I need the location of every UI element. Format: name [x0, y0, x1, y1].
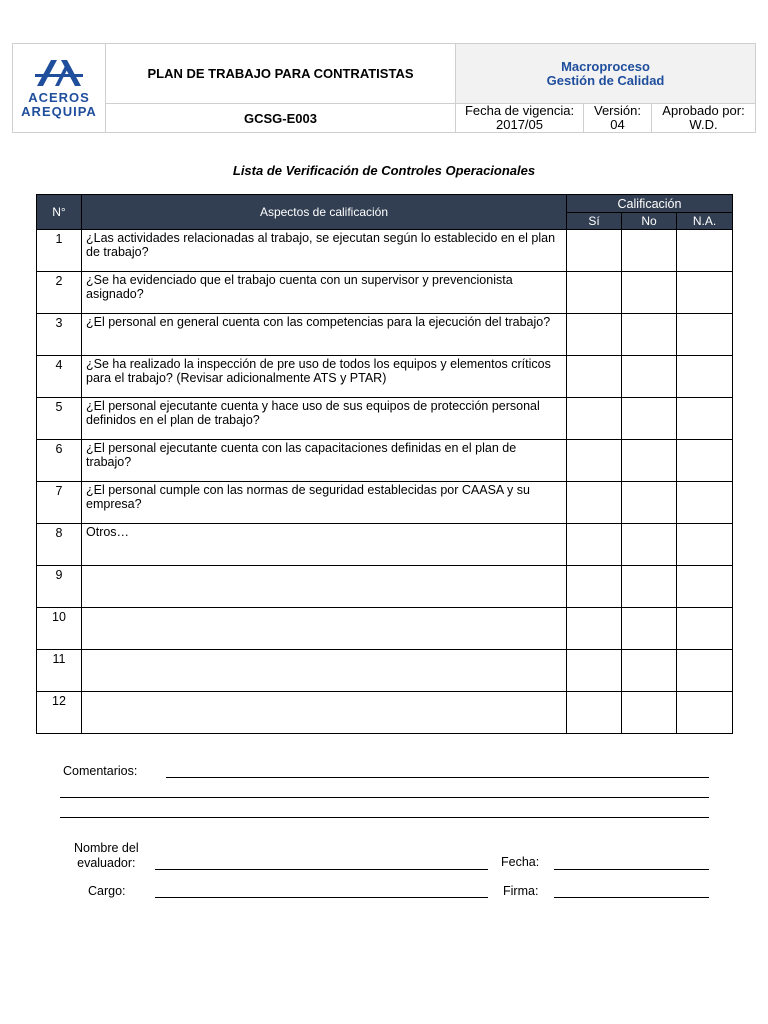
row-aspect-text	[82, 692, 567, 734]
logo-line-2: AREQUIPA	[21, 103, 97, 119]
row-number: 7	[37, 482, 82, 524]
no-checkbox-cell[interactable]	[622, 440, 677, 482]
no-checkbox-cell[interactable]	[622, 314, 677, 356]
row-number: 1	[37, 230, 82, 272]
no-checkbox-cell[interactable]	[622, 398, 677, 440]
row-number: 10	[37, 608, 82, 650]
logo-line-1: ACEROS	[28, 89, 90, 105]
yes-checkbox-cell[interactable]	[567, 524, 622, 566]
yes-checkbox-cell[interactable]	[567, 440, 622, 482]
checklist-row	[37, 482, 733, 524]
date-field[interactable]	[554, 869, 709, 870]
no-checkbox-cell[interactable]	[622, 692, 677, 734]
no-checkbox-cell[interactable]	[622, 272, 677, 314]
col-number-header: N°	[37, 195, 82, 230]
row-number: 11	[37, 650, 82, 692]
na-checkbox-cell[interactable]	[677, 230, 733, 272]
col-rating-header: Calificación	[567, 195, 733, 213]
checklist-row	[37, 230, 733, 272]
na-checkbox-cell[interactable]	[677, 440, 733, 482]
evaluator-name-label-line2: evaluador:	[77, 856, 136, 870]
position-field[interactable]	[155, 897, 488, 898]
checklist-row	[37, 650, 733, 692]
checklist-row	[37, 272, 733, 314]
row-number: 12	[37, 692, 82, 734]
approved-by-label: Aprobado por:	[662, 103, 745, 118]
yes-checkbox-cell[interactable]	[567, 314, 622, 356]
yes-checkbox-cell[interactable]	[567, 692, 622, 734]
comments-line-3[interactable]	[60, 817, 709, 818]
na-checkbox-cell[interactable]	[677, 692, 733, 734]
row-aspect-text: ¿Las actividades relacionadas al trabajo, se ejecutan según lo establecido en el plan de trabajo?	[82, 230, 567, 272]
checklist-row	[37, 440, 733, 482]
col-na-header: N.A.	[677, 213, 733, 230]
na-checkbox-cell[interactable]	[677, 398, 733, 440]
row-aspect-text	[82, 566, 567, 608]
row-number: 5	[37, 398, 82, 440]
document-header	[12, 43, 756, 133]
effective-date-label: Fecha de vigencia:	[464, 103, 575, 118]
row-aspect-text: ¿Se ha realizado la inspección de pre uso de todos los equipos y elementos críticos para el trabajo? (Revisar adicionalmente ATS y PTAR)	[82, 356, 567, 398]
no-checkbox-cell[interactable]	[622, 524, 677, 566]
comments-label: Comentarios:	[63, 764, 138, 778]
row-number: 3	[37, 314, 82, 356]
comments-line-2[interactable]	[60, 797, 709, 798]
yes-checkbox-cell[interactable]	[567, 566, 622, 608]
checklist-row	[37, 524, 733, 566]
signature-label: Firma:	[503, 884, 539, 898]
checklist-row	[37, 398, 733, 440]
no-checkbox-cell[interactable]	[622, 482, 677, 524]
checklist-row	[37, 566, 733, 608]
position-label: Cargo:	[88, 884, 126, 898]
row-aspect-text: ¿El personal ejecutante cuenta y hace uso de sus equipos de protección personal definidos en el plan de trabajo?	[82, 398, 567, 440]
effective-date-value: 2017/05	[496, 117, 543, 132]
na-checkbox-cell[interactable]	[677, 524, 733, 566]
evaluator-name-field[interactable]	[155, 869, 488, 870]
yes-checkbox-cell[interactable]	[567, 356, 622, 398]
macroprocess-label: Macroproceso	[561, 58, 650, 74]
aceros-arequipa-logo-icon	[31, 58, 87, 88]
na-checkbox-cell[interactable]	[677, 272, 733, 314]
no-checkbox-cell[interactable]	[622, 650, 677, 692]
approved-by-cell	[652, 104, 756, 133]
macroprocess-cell	[456, 44, 756, 104]
na-checkbox-cell[interactable]	[677, 566, 733, 608]
yes-checkbox-cell[interactable]	[567, 650, 622, 692]
col-yes-header: Sí	[567, 213, 622, 230]
row-number: 8	[37, 524, 82, 566]
no-checkbox-cell[interactable]	[622, 566, 677, 608]
row-aspect-text: ¿El personal en general cuenta con las competencias para la ejecución del trabajo?	[82, 314, 567, 356]
checklist-row	[37, 356, 733, 398]
row-aspect-text	[82, 608, 567, 650]
no-checkbox-cell[interactable]	[622, 356, 677, 398]
checklist-row	[37, 692, 733, 734]
comments-line-1[interactable]	[166, 777, 709, 778]
evaluator-name-label	[74, 841, 139, 871]
row-number: 6	[37, 440, 82, 482]
yes-checkbox-cell[interactable]	[567, 482, 622, 524]
version-cell	[584, 104, 652, 133]
na-checkbox-cell[interactable]	[677, 314, 733, 356]
row-aspect-text: ¿El personal cumple con las normas de seguridad establecidas por CAASA y su empresa?	[82, 482, 567, 524]
row-aspect-text: ¿El personal ejecutante cuenta con las capacitaciones definidas en el plan de trabajo?	[82, 440, 567, 482]
row-number: 9	[37, 566, 82, 608]
row-number: 2	[37, 272, 82, 314]
checklist-title: Lista de Verificación de Controles Operacionales	[232, 163, 536, 178]
version-label: Versión:	[594, 103, 641, 118]
signature-field[interactable]	[554, 897, 709, 898]
row-aspect-text: ¿Se ha evidenciado que el trabajo cuenta con un supervisor y prevencionista asignado?	[82, 272, 567, 314]
yes-checkbox-cell[interactable]	[567, 272, 622, 314]
na-checkbox-cell[interactable]	[677, 356, 733, 398]
company-logo	[13, 44, 106, 133]
macroprocess-value: Gestión de Calidad	[546, 72, 665, 88]
yes-checkbox-cell[interactable]	[567, 230, 622, 272]
document-title: PLAN DE TRABAJO PARA CONTRATISTAS	[106, 44, 456, 104]
na-checkbox-cell[interactable]	[677, 482, 733, 524]
document-code: GCSG-E003	[106, 104, 456, 133]
checklist-table	[36, 194, 733, 734]
row-aspect-text	[82, 650, 567, 692]
row-number: 4	[37, 356, 82, 398]
evaluator-name-label-line1: Nombre del	[74, 841, 139, 855]
date-label: Fecha:	[501, 855, 540, 869]
col-no-header: No	[622, 213, 677, 230]
no-checkbox-cell[interactable]	[622, 230, 677, 272]
yes-checkbox-cell[interactable]	[567, 398, 622, 440]
na-checkbox-cell[interactable]	[677, 608, 733, 650]
checklist-row	[37, 608, 733, 650]
approved-by-value: W.D.	[689, 117, 718, 132]
no-checkbox-cell[interactable]	[622, 608, 677, 650]
row-aspect-text: Otros…	[82, 524, 567, 566]
version-value: 04	[610, 117, 625, 132]
col-aspects-header: Aspectos de calificación	[82, 195, 567, 230]
checklist-row	[37, 314, 733, 356]
effective-date-cell	[456, 104, 584, 133]
na-checkbox-cell[interactable]	[677, 650, 733, 692]
yes-checkbox-cell[interactable]	[567, 608, 622, 650]
